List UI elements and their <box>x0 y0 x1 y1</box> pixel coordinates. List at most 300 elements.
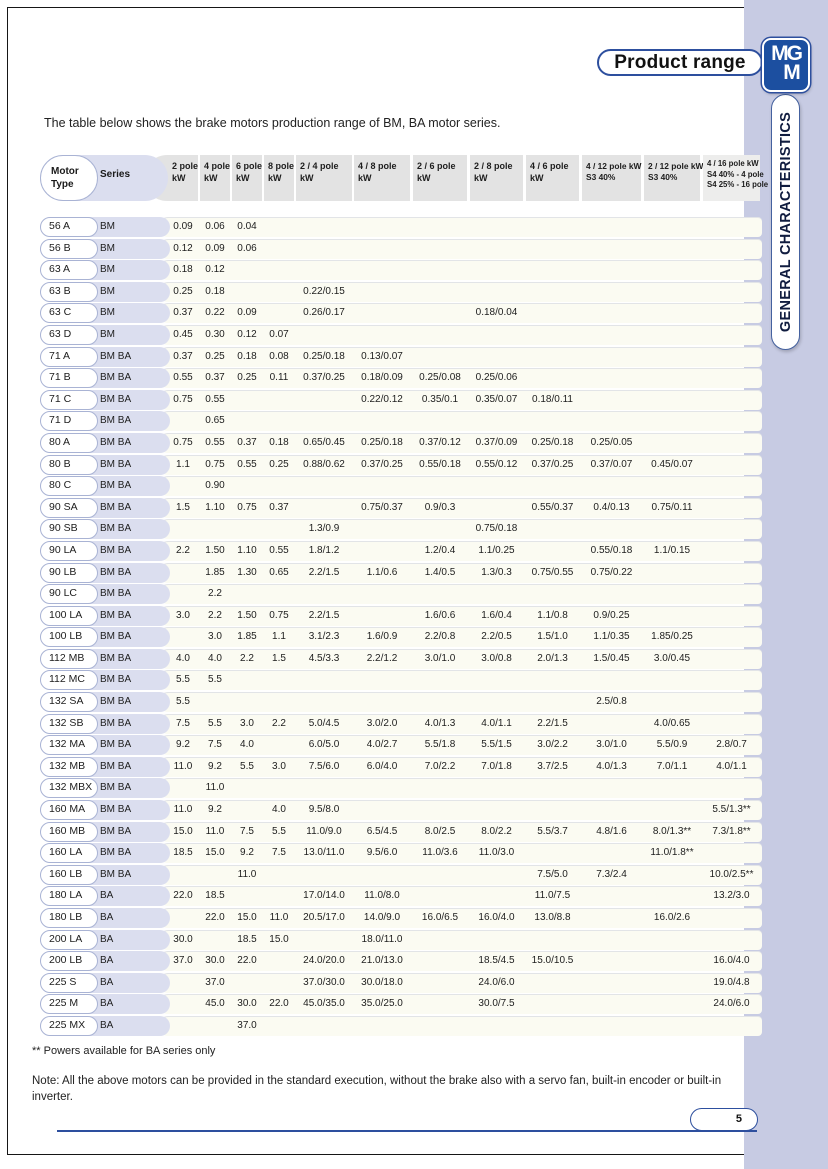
value-cell: 0.65 <box>269 566 289 578</box>
value-cell: 22.0 <box>237 955 257 967</box>
value-cell: 1.5/1.0 <box>537 631 568 643</box>
table-row <box>40 455 762 475</box>
value-cell: 1.85/0.25 <box>651 631 693 643</box>
value-cell: 3.7/2.5 <box>537 760 568 772</box>
table-row <box>40 843 762 863</box>
value-cell: 0.22 <box>205 307 225 319</box>
value-cell: 5.5 <box>272 825 286 837</box>
series-cell: BA <box>100 890 114 902</box>
value-cell: 0.25/0.06 <box>475 372 518 384</box>
value-cell: 0.55/0.18 <box>590 544 633 556</box>
value-cell: 0.37 <box>173 350 193 362</box>
value-cell: 15.0 <box>269 933 289 945</box>
value-cell: 3.0 <box>240 717 254 729</box>
table-row <box>40 735 762 755</box>
column-header: 2 pole kW <box>144 155 198 201</box>
value-cell: 9.5/8.0 <box>308 804 340 816</box>
table-row <box>40 563 762 583</box>
value-cell: 0.12 <box>205 264 225 276</box>
motor-type-cell: 225 S <box>40 973 98 993</box>
value-cell: 1.85 <box>205 566 225 578</box>
series-cell: BM <box>100 285 115 297</box>
series-cell: BM BA <box>100 609 132 621</box>
value-cell: 0.30 <box>205 328 225 340</box>
value-cell: 0.07 <box>269 328 289 340</box>
value-cell: 7.5/5.0 <box>537 868 568 880</box>
value-cell: 0.90 <box>205 480 225 492</box>
value-cell: 8.0/2.2 <box>481 825 512 837</box>
value-cell: 0.25 <box>205 350 225 362</box>
row-band <box>158 282 762 302</box>
row-band <box>158 886 762 906</box>
value-cell: 37.0 <box>205 976 225 988</box>
value-cell: 13.0/11.0 <box>303 847 345 859</box>
series-cell: BM BA <box>100 760 132 772</box>
series-cell: BM BA <box>100 652 132 664</box>
value-cell: 0.11 <box>269 372 289 384</box>
value-cell: 8.0/2.5 <box>424 825 456 837</box>
value-cell: 0.18/0.09 <box>361 372 403 384</box>
value-cell: 5.5/3.7 <box>537 825 568 837</box>
value-cell: 13.0/8.8 <box>534 912 571 923</box>
value-cell: 0.37/0.09 <box>475 436 518 448</box>
series-cell: BM BA <box>100 588 132 600</box>
value-cell: 30.0 <box>173 933 193 945</box>
value-cell: 2.2/1.2 <box>366 652 398 664</box>
value-cell: 15.0 <box>205 847 225 859</box>
value-cell: 5.0/4.5 <box>308 717 340 729</box>
value-cell: 4.0 <box>208 652 222 664</box>
column-header: 4 pole kW <box>200 155 230 201</box>
value-cell: 7.5 <box>208 739 222 751</box>
value-cell: 2.2/0.5 <box>481 631 512 643</box>
value-cell: 0.25/0.18 <box>531 436 574 448</box>
value-cell: 3.0/2.0 <box>366 717 398 729</box>
mgm-logo-text-bottom: M <box>783 61 799 84</box>
value-cell: 0.37 <box>237 436 257 448</box>
value-cell: 1.85 <box>237 631 257 643</box>
motor-type-cell: 90 LB <box>40 563 98 583</box>
value-cell: 1.3/0.9 <box>308 523 340 535</box>
value-cell: 4.0 <box>176 652 190 664</box>
value-cell: 1.3/0.3 <box>481 566 512 578</box>
value-cell: 1.5 <box>176 501 190 513</box>
series-cell: BA <box>100 1019 114 1031</box>
value-cell: 2.2 <box>176 544 190 556</box>
value-cell: 7.0/2.2 <box>424 760 456 772</box>
value-cell: 0.37/0.07 <box>590 458 633 470</box>
value-cell: 2.2 <box>208 588 222 600</box>
value-cell: 2.0/1.3 <box>537 652 568 664</box>
motor-type-cell: 71 B <box>40 368 98 388</box>
value-cell: 5.5/1.3** <box>712 804 751 816</box>
table-row <box>40 368 762 388</box>
table-row <box>40 973 762 993</box>
value-cell: 1.5 <box>272 652 286 664</box>
value-cell: 13.2/3.0 <box>713 890 750 902</box>
header-motor-type: Motor Type <box>40 155 98 201</box>
motor-type-cell: 100 LA <box>40 606 98 626</box>
value-cell: 4.5/3.3 <box>308 652 340 664</box>
value-cell: 24.0/20.0 <box>303 955 345 967</box>
table-row <box>40 757 762 777</box>
motor-type-cell: 90 LA <box>40 541 98 561</box>
value-cell: 1.50 <box>205 544 225 556</box>
value-cell: 3.0/0.45 <box>653 652 691 664</box>
value-cell: 11.0 <box>205 782 225 794</box>
motor-type-cell: 132 MB <box>40 757 98 777</box>
value-cell: 18.0/11.0 <box>361 933 403 945</box>
value-cell: 4.0/0.65 <box>653 717 691 729</box>
value-cell: 16.0/4.0 <box>713 955 750 967</box>
value-cell: 30.0/7.5 <box>478 998 515 1010</box>
value-cell: 4.8/1.6 <box>596 825 627 837</box>
value-cell: 4.0 <box>240 739 254 751</box>
value-cell: 5.5 <box>176 696 190 708</box>
value-cell: 15.0/10.5 <box>531 955 574 967</box>
motor-type-cell: 160 LB <box>40 865 98 885</box>
motor-type-cell: 180 LA <box>40 886 98 906</box>
value-cell: 1.1/0.25 <box>478 544 515 556</box>
motor-type-cell: 160 MA <box>40 800 98 820</box>
series-cell: BM BA <box>100 393 132 405</box>
value-cell: 0.12 <box>237 328 257 340</box>
value-cell: 4.0/1.1 <box>481 717 512 729</box>
table-row <box>40 778 762 798</box>
value-cell: 1.8/1.2 <box>308 544 340 556</box>
motor-type-cell: 180 LB <box>40 908 98 928</box>
section-tab-label: GENERAL CHARACTERISTICS <box>778 111 794 333</box>
value-cell: 0.06 <box>237 242 257 254</box>
value-cell: 20.5/17.0 <box>303 912 345 923</box>
value-cell: 30.0/18.0 <box>361 976 403 988</box>
motor-type-cell: 160 LA <box>40 843 98 863</box>
value-cell: 0.35/0.1 <box>421 393 459 405</box>
table-row <box>40 930 762 950</box>
value-cell: 0.09 <box>237 307 257 319</box>
value-cell: 0.55 <box>269 544 289 556</box>
series-cell: BM BA <box>100 436 132 448</box>
series-cell: BM BA <box>100 631 132 643</box>
series-cell: BM BA <box>100 523 132 535</box>
value-cell: 0.37/0.12 <box>419 436 461 448</box>
intro-text: The table below shows the brake motors production range of BM, BA motor series. <box>44 116 501 130</box>
value-cell: 0.9/0.25 <box>593 609 630 621</box>
series-cell: BM <box>100 307 115 319</box>
value-cell: 0.12 <box>173 242 193 254</box>
series-cell: BM <box>100 264 115 276</box>
value-cell: 11.0/8.0 <box>364 890 400 902</box>
value-cell: 7.5 <box>272 847 286 859</box>
value-cell: 16.0/2.6 <box>653 912 691 923</box>
page-title-text: Product range <box>614 51 746 73</box>
value-cell: 2.2 <box>208 609 222 621</box>
motor-type-cell: 80 B <box>40 455 98 475</box>
table-row <box>40 627 762 647</box>
value-cell: 3.0/1.0 <box>596 739 627 751</box>
value-cell: 0.75/0.22 <box>590 566 633 578</box>
value-cell: 1.6/0.6 <box>424 609 456 621</box>
value-cell: 7.0/1.1 <box>656 760 688 772</box>
series-cell: BM BA <box>100 674 132 686</box>
value-cell: 11.0/7.5 <box>534 890 571 902</box>
value-cell: 6.0/5.0 <box>308 739 340 751</box>
column-header: 8 pole kW <box>264 155 294 201</box>
table-row <box>40 908 762 928</box>
row-band <box>158 584 762 604</box>
motor-type-cell: 100 LB <box>40 627 98 647</box>
value-cell: 0.65/0.45 <box>303 436 345 448</box>
table-row <box>40 347 762 367</box>
value-cell: 1.1/0.8 <box>537 609 568 621</box>
value-cell: 5.5/0.9 <box>656 739 688 751</box>
row-band <box>158 411 762 431</box>
value-cell: 0.88/0.62 <box>303 458 345 470</box>
value-cell: 37.0/30.0 <box>303 976 345 988</box>
value-cell: 0.18 <box>237 350 257 362</box>
motor-type-cell: 132 SA <box>40 692 98 712</box>
value-cell: 0.26/0.17 <box>303 307 345 319</box>
row-band <box>158 476 762 496</box>
series-cell: BM BA <box>100 804 132 816</box>
value-cell: 0.75 <box>269 609 289 621</box>
value-cell: 16.0/6.5 <box>421 912 459 923</box>
column-header: 2 / 4 pole kW <box>296 155 352 201</box>
series-cell: BM BA <box>100 566 132 578</box>
value-cell: 5.5/1.8 <box>424 739 456 751</box>
column-header: 4 / 8 pole kW <box>354 155 410 201</box>
value-cell: 1.10 <box>237 544 257 556</box>
value-cell: 11.0 <box>205 825 225 837</box>
series-cell: BM BA <box>100 696 132 708</box>
value-cell: 2.2 <box>272 717 286 729</box>
row-band <box>158 670 762 690</box>
table-row <box>40 303 762 323</box>
value-cell: 0.55/0.37 <box>531 501 574 513</box>
value-cell: 1.6/0.4 <box>481 609 512 621</box>
column-header: 4 / 16 pole kW S4 40% - 4 pole S4 25% - 16 pole <box>703 155 760 201</box>
value-cell: 0.37 <box>205 372 225 384</box>
motor-type-cell: 112 MC <box>40 670 98 690</box>
table-row <box>40 951 762 971</box>
value-cell: 11.0/1.8** <box>650 847 694 859</box>
value-cell: 0.37 <box>269 501 289 513</box>
value-cell: 22.0 <box>205 912 225 923</box>
value-cell: 5.5 <box>240 760 254 772</box>
value-cell: 0.06 <box>205 221 225 232</box>
value-cell: 1.1/0.15 <box>653 544 691 556</box>
table-row <box>40 649 762 669</box>
value-cell: 0.55/0.12 <box>475 458 518 470</box>
motor-type-cell: 56 B <box>40 239 98 259</box>
value-cell: 1.4/0.5 <box>424 566 456 578</box>
value-cell: 10.0/2.5** <box>709 868 754 880</box>
header-series: Series <box>55 155 168 201</box>
value-cell: 1.2/0.4 <box>424 544 456 556</box>
value-cell: 11.0 <box>269 912 289 923</box>
table-row <box>40 714 762 734</box>
column-header: 2 / 12 pole kW S3 40% <box>644 155 700 201</box>
series-cell: BA <box>100 976 114 988</box>
value-cell: 21.0/13.0 <box>361 955 403 967</box>
value-cell: 0.25 <box>237 372 257 384</box>
series-cell: BM BA <box>100 458 132 470</box>
value-cell: 16.0/4.0 <box>478 912 515 923</box>
series-cell: BA <box>100 998 114 1010</box>
value-cell: 9.2 <box>240 847 254 859</box>
value-cell: 0.09 <box>205 242 225 254</box>
value-cell: 0.18 <box>205 285 225 297</box>
value-cell: 4.0/2.7 <box>366 739 398 751</box>
column-header: 4 / 12 pole kW S3 40% <box>582 155 641 201</box>
value-cell: 0.45 <box>173 328 193 340</box>
table-header <box>40 155 769 201</box>
value-cell: 0.25/0.05 <box>590 436 633 448</box>
table-row <box>40 325 762 345</box>
value-cell: 1.1/0.6 <box>366 566 398 578</box>
value-cell: 7.5/6.0 <box>308 760 340 772</box>
table-row <box>40 411 762 431</box>
value-cell: 0.25/0.18 <box>303 350 345 362</box>
value-cell: 11.0 <box>237 868 257 880</box>
value-cell: 0.22/0.12 <box>361 393 403 405</box>
value-cell: 0.55/0.18 <box>419 458 461 470</box>
column-header: 2 / 8 pole kW <box>470 155 523 201</box>
value-cell: 0.25 <box>173 285 193 297</box>
mgm-logo <box>762 38 810 92</box>
series-cell: BM BA <box>100 825 132 837</box>
value-cell: 1.50 <box>237 609 257 621</box>
value-cell: 2.5/0.8 <box>596 696 627 708</box>
value-cell: 2.2/1.5 <box>308 566 340 578</box>
value-cell: 0.75 <box>173 436 193 448</box>
value-cell: 7.5 <box>240 825 254 837</box>
motor-type-cell: 71 D <box>40 411 98 431</box>
value-cell: 7.0/1.8 <box>481 760 512 772</box>
motor-type-cell: 71 A <box>40 347 98 367</box>
table-row <box>40 886 762 906</box>
value-cell: 0.08 <box>269 350 289 362</box>
series-cell: BM BA <box>100 782 132 794</box>
value-cell: 3.0/1.0 <box>424 652 456 664</box>
table-row <box>40 217 762 237</box>
table-row <box>40 584 762 604</box>
value-cell: 0.75 <box>205 458 225 470</box>
series-cell: BA <box>100 933 114 945</box>
value-cell: 22.0 <box>173 890 193 902</box>
motor-type-cell: 200 LA <box>40 930 98 950</box>
page-number: 5 <box>735 1113 742 1125</box>
value-cell: 37.0 <box>237 1019 257 1031</box>
mgm-logo-text-top: MG <box>771 42 801 65</box>
value-cell: 1.1 <box>176 458 190 470</box>
row-band <box>158 778 762 798</box>
value-cell: 18.5/4.5 <box>478 955 515 967</box>
row-band <box>158 800 762 820</box>
motor-type-cell: 90 SB <box>40 519 98 539</box>
value-cell: 0.55 <box>237 458 257 470</box>
motor-type-cell: 200 LB <box>40 951 98 971</box>
motor-type-cell: 132 MBX <box>40 778 98 798</box>
value-cell: 0.9/0.3 <box>424 501 456 513</box>
series-cell: BM <box>100 242 115 254</box>
value-cell: 5.5 <box>208 717 222 729</box>
motor-type-cell: 112 MB <box>40 649 98 669</box>
motor-type-cell: 132 SB <box>40 714 98 734</box>
value-cell: 0.37/0.25 <box>531 458 574 470</box>
value-cell: 0.37/0.25 <box>303 372 345 384</box>
value-cell: 3.0 <box>208 631 222 643</box>
value-cell: 2.2/1.5 <box>308 609 340 621</box>
value-cell: 9.2 <box>208 760 222 772</box>
value-cell: 9.2 <box>176 739 190 751</box>
value-cell: 15.0 <box>173 825 193 837</box>
value-cell: 17.0/14.0 <box>303 890 345 902</box>
value-cell: 11.0 <box>173 804 193 816</box>
series-cell: BM <box>100 221 115 232</box>
motor-type-cell: 63 D <box>40 325 98 345</box>
value-cell: 0.18 <box>269 436 289 448</box>
value-cell: 0.25/0.18 <box>361 436 403 448</box>
column-header: 6 pole kW <box>232 155 262 201</box>
footer-rule <box>57 1130 757 1132</box>
value-cell: 9.5/6.0 <box>366 847 398 859</box>
series-cell: BM BA <box>100 544 132 556</box>
value-cell: 4.0 <box>272 804 286 816</box>
footnote: ** Powers available for BA series only <box>32 1045 216 1057</box>
value-cell: 3.0/0.8 <box>481 652 512 664</box>
value-cell: 0.55 <box>173 372 193 384</box>
value-cell: 0.22/0.15 <box>303 285 345 297</box>
value-cell: 35.0/25.0 <box>361 998 403 1010</box>
value-cell: 11.0 <box>173 760 193 772</box>
table-row <box>40 390 762 410</box>
table-row <box>40 670 762 690</box>
series-cell: BM BA <box>100 372 132 384</box>
table-row <box>40 822 762 842</box>
table-row <box>40 476 762 496</box>
table-row <box>40 433 762 453</box>
value-cell: 1.1 <box>272 631 286 643</box>
value-cell: 1.6/0.9 <box>366 631 398 643</box>
value-cell: 15.0 <box>237 912 257 923</box>
value-cell: 0.13/0.07 <box>361 350 403 362</box>
value-cell: 18.5 <box>205 890 225 902</box>
table-row <box>40 260 762 280</box>
page-number-badge <box>690 1108 758 1131</box>
value-cell: 45.0 <box>205 998 225 1010</box>
column-header: 4 / 6 pole kW <box>526 155 579 201</box>
table-row <box>40 1016 762 1036</box>
motor-type-cell: 225 M <box>40 994 98 1014</box>
value-cell: 7.5 <box>176 717 190 729</box>
value-cell: 18.5 <box>173 847 193 859</box>
table-row <box>40 865 762 885</box>
value-cell: 0.75/0.55 <box>531 566 574 578</box>
value-cell: 24.0/6.0 <box>713 998 750 1010</box>
value-cell: 0.18/0.04 <box>475 307 518 319</box>
series-cell: BM BA <box>100 501 132 513</box>
table-row <box>40 800 762 820</box>
value-cell: 0.37 <box>173 307 193 319</box>
product-table-body <box>40 217 762 1036</box>
value-cell: 0.18/0.11 <box>532 393 573 405</box>
table-row <box>40 541 762 561</box>
value-cell: 4.0/1.3 <box>596 760 627 772</box>
value-cell: 3.0 <box>176 609 190 621</box>
value-cell: 22.0 <box>269 998 289 1010</box>
value-cell: 6.0/4.0 <box>366 760 398 772</box>
